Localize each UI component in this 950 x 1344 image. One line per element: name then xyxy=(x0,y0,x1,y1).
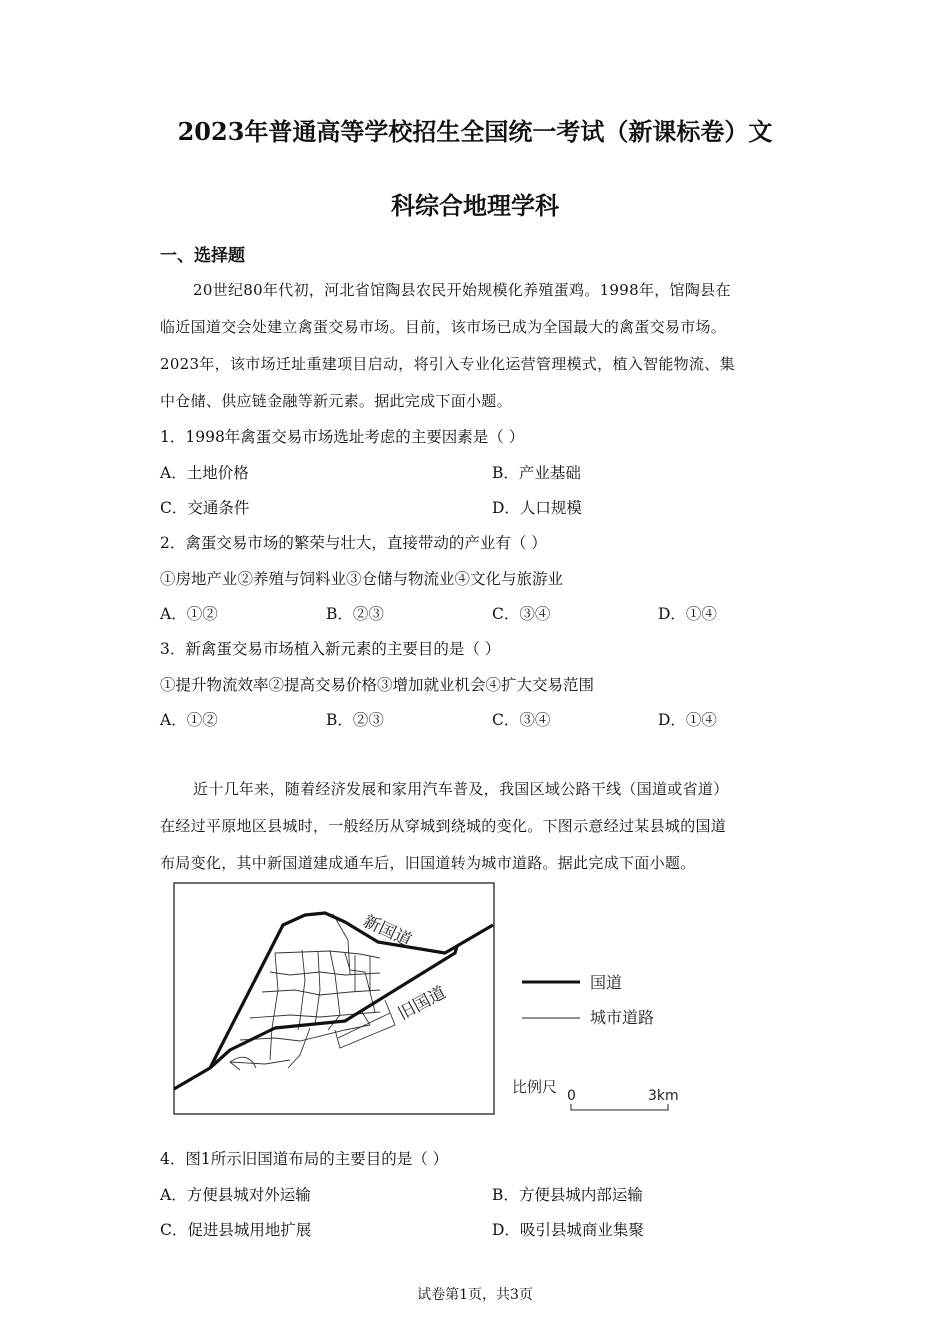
q2-option-c: C．③④ xyxy=(492,605,551,623)
q4-option-d: D．吸引县城商业集聚 xyxy=(492,1221,644,1239)
q4-stem: 4．图1所示旧国道布局的主要目的是（ ） xyxy=(160,1150,449,1168)
q3-stem: 3．新禽蛋交易市场植入新元素的主要目的是（ ） xyxy=(160,640,501,658)
q3-option-b: B．②③ xyxy=(326,711,384,729)
passage1-line: 2023年，该市场迁址重建项目启动，将引入专业化运营管理模式，植入智能物流、集 xyxy=(160,355,735,373)
section-heading: 一、选择题 xyxy=(160,246,245,266)
q2-option-a: A．①② xyxy=(160,605,218,623)
q3-items: ①提升物流效率②提高交易价格③增加就业机会④扩大交易范围 xyxy=(160,676,595,694)
passage2-line: 近十几年来，随着经济发展和家用汽车普及，我国区域公路干线（国道或省道） xyxy=(193,780,729,798)
q1-option-d: D．人口规模 xyxy=(492,499,582,517)
q2-stem: 2．禽蛋交易市场的繁荣与壮大，直接带动的产业有（ ） xyxy=(160,534,547,552)
title-line-1: 2023年普通高等学校招生全国统一考试（新课标卷）文 xyxy=(177,117,773,146)
scale-label: 比例尺 xyxy=(512,1078,558,1096)
q4-option-c: C．促进县城用地扩展 xyxy=(160,1221,312,1239)
q1-stem: 1．1998年禽蛋交易市场选址考虑的主要因素是（ ） xyxy=(160,428,525,446)
q4-option-a: A．方便县城对外运输 xyxy=(160,1186,311,1204)
old-road-label: 旧国道 xyxy=(394,982,450,1025)
q4-option-b: B．方便县城内部运输 xyxy=(492,1186,643,1204)
q3-option-d: D．①④ xyxy=(658,711,717,729)
scale-bar xyxy=(571,1104,668,1110)
passage1-line: 20世纪80年代初，河北省馆陶县农民开始规模化养殖蛋鸡。1998年，馆陶县在 xyxy=(193,281,731,299)
passage1-line: 临近国道交会处建立禽蛋交易市场。目前，该市场已成为全国最大的禽蛋交易市场。 xyxy=(160,318,727,336)
q2-option-b: B．②③ xyxy=(326,605,384,623)
legend-national-label: 国道 xyxy=(590,973,623,992)
road-layout-map xyxy=(170,880,700,1120)
q3-option-a: A．①② xyxy=(160,711,218,729)
new-road-label: 新国道 xyxy=(359,911,415,952)
legend-city-label: 城市道路 xyxy=(590,1008,655,1027)
title-line-2: 科综合地理学科 xyxy=(391,191,559,220)
q3-option-c: C．③④ xyxy=(492,711,551,729)
q1-option-a: A．土地价格 xyxy=(160,464,249,482)
q2-option-d: D．①④ xyxy=(658,605,717,623)
scale-end: 3km xyxy=(648,1088,679,1104)
q1-option-b: B．产业基础 xyxy=(492,464,581,482)
q2-items: ①房地产业②养殖与饲料业③仓储与物流业④文化与旅游业 xyxy=(160,570,564,588)
page-footer: 试卷第1页，共3页 xyxy=(417,1287,533,1303)
passage2-line: 在经过平原地区县城时，一般经历从穿城到绕城的变化。下图示意经过某县城的国道 xyxy=(160,817,727,835)
q1-option-c: C．交通条件 xyxy=(160,499,250,517)
scale-zero: 0 xyxy=(567,1088,576,1104)
passage1-line: 中仓储、供应链金融等新元素。据此完成下面小题。 xyxy=(160,392,512,410)
passage2-line: 布局变化，其中新国道建成通车后，旧国道转为城市道路。据此完成下面小题。 xyxy=(160,854,696,872)
